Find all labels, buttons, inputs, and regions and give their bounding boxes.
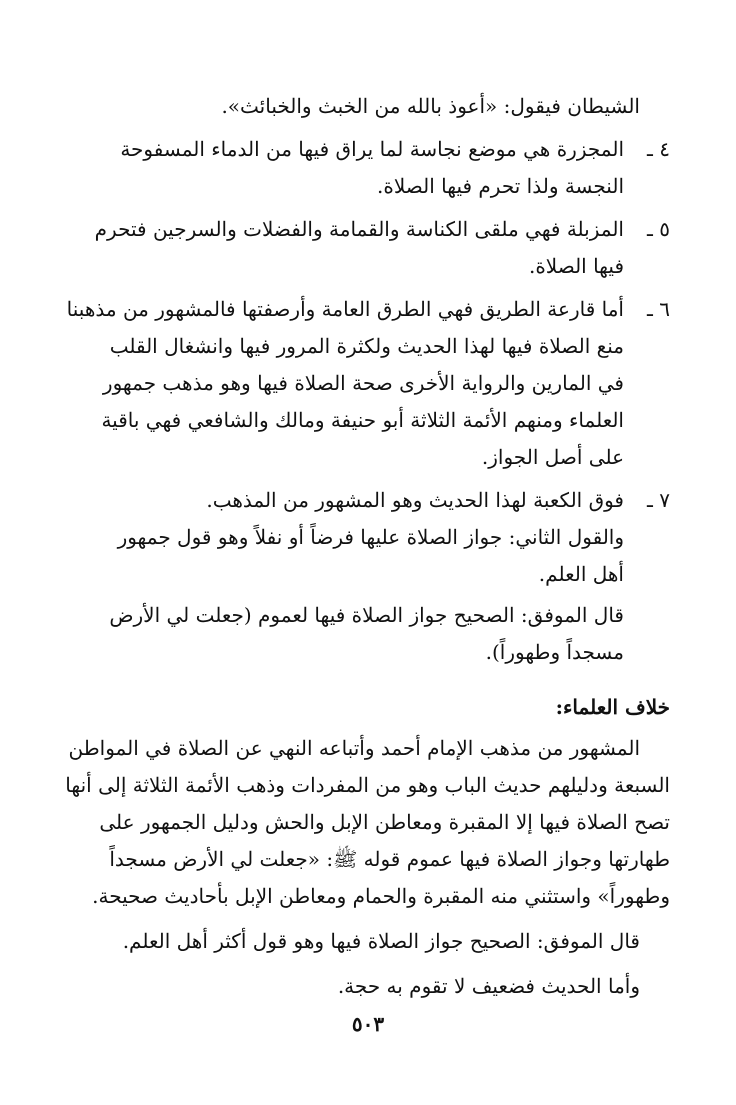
text-line: فوق الكعبة لهذا الحديث وهو المشهور من المذهب.: [206, 488, 624, 512]
text-line: المجزرة هي موضع نجاسة لما يراق فيها من الدماء المسفوحة: [120, 137, 624, 161]
text-line: العلماء ومنهم الأئمة الثلاثة أبو حنيفة ومالك والشافعي فهي باقية: [101, 408, 624, 432]
text-line: والقول الثاني: جواز الصلاة عليها فرضاً أو نفلاً وهو قول جمهور: [117, 525, 624, 549]
list-item-4: [66, 131, 670, 205]
text-line: السبعة ودليلهم حديث الباب وهو من المفردات وذهب الأئمة الثلاثة إلى أنها: [65, 773, 670, 797]
text-line: أما قارعة الطريق فهي الطرق العامة وأرصفتها فالمشهور من مذهبنا: [66, 297, 624, 321]
item-text: [66, 211, 624, 285]
item-text: [66, 482, 624, 519]
item-text: [66, 291, 624, 476]
text-line: وأما الحديث فضعيف لا تقوم به حجة.: [337, 974, 640, 998]
text-line: قال الموفق: الصحيح جواز الصلاة فيها وهو قول أكثر أهل العلم.: [122, 929, 640, 953]
text-line: في المارين والرواية الأخرى صحة الصلاة فيها وهو مذهب جمهور: [102, 371, 624, 395]
muwaffaq-paragraph: [66, 597, 670, 671]
item-number: ٧ ـ: [647, 488, 670, 512]
list-item-7: [66, 482, 670, 519]
item-text: [66, 131, 624, 205]
muwaffaq-conclusion-paragraph: [66, 923, 670, 960]
second-opinion-paragraph: [66, 519, 670, 593]
text-line: مسجداً وطهوراً).: [485, 640, 624, 664]
list-item-5: [66, 211, 670, 285]
text-line: المزبلة فهي ملقى الكناسة والقمامة والفضلات والسرجين فتحرم: [94, 217, 624, 241]
page-number: ٥٠٣: [351, 1012, 385, 1036]
text-line: الشيطان فيقول: «أعوذ بالله من الخبث والخبائث».: [221, 94, 640, 118]
scholars-disagreement-paragraph: [66, 730, 670, 915]
text-line: أهل العلم.: [538, 562, 624, 586]
item-number: ٤ ـ: [647, 137, 670, 161]
text-line: النجسة ولذا تحرم فيها الصلاة.: [377, 174, 624, 198]
text-line: تصح الصلاة فيها إلا المقبرة ومعاطن الإبل والحش ودليل الجمهور على: [99, 810, 670, 834]
hadith-weakness-paragraph: [66, 968, 670, 1005]
item-number: ٥ ـ: [647, 217, 670, 241]
item-number: ٦ ـ: [647, 297, 670, 321]
text-line: على أصل الجواز.: [481, 445, 624, 469]
text-line: طهارتها وجواز الصلاة فيها عموم قوله ﷺ: «جعلت لي الأرض مسجداً: [109, 847, 670, 871]
text-line: فيها الصلاة.: [528, 254, 624, 278]
list-item-6: [66, 291, 670, 476]
text-line: المشهور من مذهب الإمام أحمد وأتباعه النهي عن الصلاة في المواطن: [68, 736, 640, 760]
section-heading: خلاف العلماء:: [555, 695, 670, 719]
continuation-text: [66, 88, 670, 125]
text-line: وطهوراً» واستثني منه المقبرة والحمام ومعاطن الإبل بأحاديث صحيحة.: [92, 884, 670, 908]
text-line: منع الصلاة فيها لهذا الحديث ولكثرة المرور فيها وانشغال القلب: [109, 334, 624, 358]
text-line: قال الموفق: الصحيح جواز الصلاة فيها لعموم (جعلت لي الأرض: [109, 603, 624, 627]
